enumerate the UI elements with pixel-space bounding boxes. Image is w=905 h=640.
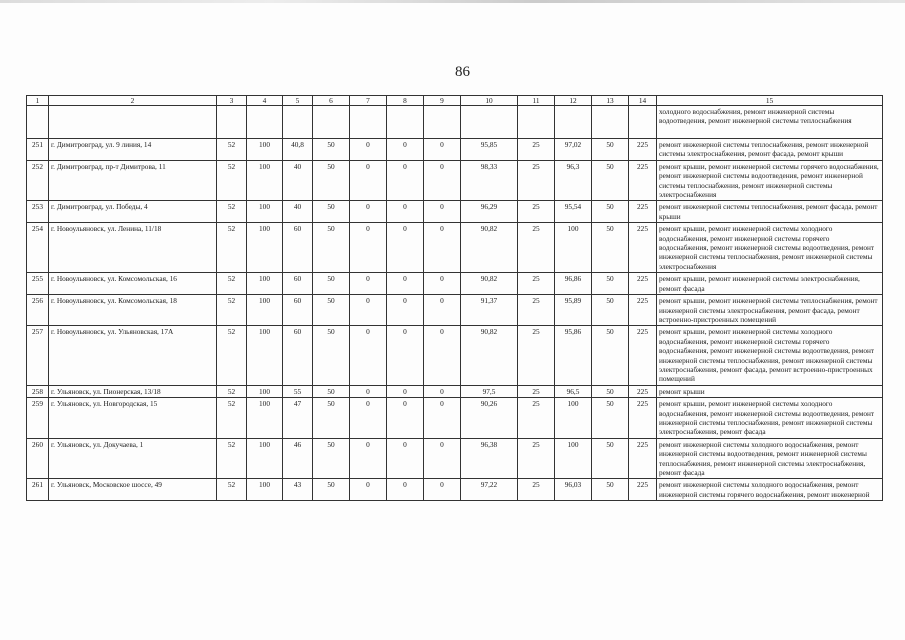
value-cell: 46	[283, 438, 313, 479]
address-cell: г. Ульяновск, ул. Новгородская, 15	[49, 398, 217, 439]
value-cell: 52	[217, 479, 247, 501]
row-number: 251	[27, 139, 49, 161]
value-cell: 0	[387, 398, 424, 439]
value-cell: 50	[592, 273, 629, 295]
value-cell: 0	[424, 273, 461, 295]
value-cell: 96,3	[555, 160, 592, 201]
value-cell: 100	[247, 295, 283, 326]
value-cell: 100	[247, 438, 283, 479]
value-cell: 50	[592, 139, 629, 161]
value-cell: 225	[629, 223, 657, 273]
value-cell: 50	[592, 223, 629, 273]
value-cell: 96,03	[555, 479, 592, 501]
value-cell: 50	[313, 223, 350, 273]
value-cell: 50	[592, 398, 629, 439]
value-cell: 0	[387, 139, 424, 161]
value-cell: 60	[283, 326, 313, 385]
register-table	[26, 95, 883, 501]
value-cell: 225	[629, 479, 657, 501]
value-cell: 0	[424, 223, 461, 273]
value-cell: 100	[247, 201, 283, 223]
row-number: 254	[27, 223, 49, 273]
header-cell: 13	[592, 96, 629, 106]
value-cell: 97,02	[555, 139, 592, 161]
value-cell: 225	[629, 273, 657, 295]
value-cell: 0	[424, 479, 461, 501]
value-cell: 25	[518, 223, 555, 273]
value-cell: 52	[217, 139, 247, 161]
value-cell: 0	[350, 385, 387, 397]
value-cell: 100	[555, 438, 592, 479]
value-cell: 90,82	[461, 223, 518, 273]
works-cell: ремонт инженерной системы холодного водоснабжения, ремонт инженерной системы водоотведения, ремонт инженерной системы теплоснабжения, ремонт инженерной системы электроснабжения, ремонт фасада	[657, 438, 883, 479]
value-cell: 0	[350, 273, 387, 295]
table-row	[27, 438, 883, 479]
value-cell: 50	[313, 438, 350, 479]
value-cell: 95,89	[555, 295, 592, 326]
value-cell: 98,33	[461, 160, 518, 201]
value-cell: 0	[424, 385, 461, 397]
value-cell: 50	[592, 160, 629, 201]
address-cell: г. Новоульяновск, ул. Ульяновская, 17А	[49, 326, 217, 385]
value-cell: 100	[247, 139, 283, 161]
works-cell: ремонт крыши	[657, 385, 883, 397]
header-cell: 9	[424, 96, 461, 106]
address-cell: г. Димитровград, ул. 9 линия, 14	[49, 139, 217, 161]
table-row	[27, 326, 883, 385]
header-cell: 5	[283, 96, 313, 106]
value-cell: 52	[217, 223, 247, 273]
value-cell: 100	[247, 398, 283, 439]
value-cell: 50	[592, 295, 629, 326]
value-cell: 0	[424, 160, 461, 201]
value-cell: 60	[283, 273, 313, 295]
value-cell: 0	[350, 139, 387, 161]
value-cell: 50	[313, 160, 350, 201]
value-cell: 25	[518, 385, 555, 397]
value-cell: 0	[387, 295, 424, 326]
works-cell: холодного водоснабжения, ремонт инженерной системы водоотведения, ремонт инженерной системы теплоснабжения	[657, 106, 883, 139]
value-cell: 100	[247, 479, 283, 501]
value-cell: 0	[387, 479, 424, 501]
value-cell: 0	[424, 295, 461, 326]
value-cell: 100	[247, 326, 283, 385]
value-cell: 225	[629, 139, 657, 161]
value-cell: 0	[350, 438, 387, 479]
row-number: 257	[27, 326, 49, 385]
continuation-row	[27, 106, 883, 139]
address-cell: г. Новоульяновск, ул. Ленина, 11/18	[49, 223, 217, 273]
value-cell: 47	[283, 398, 313, 439]
value-cell: 25	[518, 139, 555, 161]
value-cell: 96,38	[461, 438, 518, 479]
value-cell: 52	[217, 160, 247, 201]
header-cell: 12	[555, 96, 592, 106]
value-cell: 0	[387, 160, 424, 201]
value-cell: 52	[217, 295, 247, 326]
value-cell: 50	[313, 201, 350, 223]
value-cell: 90,82	[461, 273, 518, 295]
value-cell: 0	[387, 201, 424, 223]
value-cell: 225	[629, 326, 657, 385]
header-cell: 7	[350, 96, 387, 106]
value-cell: 40,8	[283, 139, 313, 161]
value-cell: 97,22	[461, 479, 518, 501]
value-cell: 0	[350, 398, 387, 439]
header-cell: 1	[27, 96, 49, 106]
value-cell: 25	[518, 326, 555, 385]
value-cell: 225	[629, 438, 657, 479]
header-cell: 2	[49, 96, 217, 106]
works-cell: ремонт крыши, ремонт инженерной системы теплоснабжения, ремонт инженерной системы электроснабжения, ремонт фасада, ремонт встроенно-пристроенных помещений	[657, 295, 883, 326]
value-cell: 100	[247, 223, 283, 273]
value-cell: 95,86	[555, 326, 592, 385]
value-cell: 50	[313, 326, 350, 385]
header-cell: 4	[247, 96, 283, 106]
value-cell: 0	[387, 326, 424, 385]
value-cell: 0	[387, 223, 424, 273]
address-cell: г. Ульяновск, Московское шоссе, 49	[49, 479, 217, 501]
works-cell: ремонт крыши, ремонт инженерной системы горячего водоснабжения, ремонт инженерной системы водоотведения, ремонт инженерной системы теплоснабжения, ремонт инженерной системы электроснабжения	[657, 160, 883, 201]
works-cell: ремонт инженерной системы теплоснабжения, ремонт инженерной системы электроснабжения, ремонт фасада, ремонт крыши	[657, 139, 883, 161]
table-row	[27, 398, 883, 439]
value-cell: 50	[592, 438, 629, 479]
header-cell: 11	[518, 96, 555, 106]
value-cell: 50	[313, 139, 350, 161]
header-cell: 15	[657, 96, 883, 106]
value-cell: 50	[313, 385, 350, 397]
header-cell: 6	[313, 96, 350, 106]
value-cell: 25	[518, 438, 555, 479]
value-cell: 25	[518, 273, 555, 295]
value-cell: 225	[629, 201, 657, 223]
value-cell: 225	[629, 160, 657, 201]
value-cell: 40	[283, 160, 313, 201]
row-number: 256	[27, 295, 49, 326]
value-cell: 50	[313, 479, 350, 501]
value-cell: 50	[313, 398, 350, 439]
value-cell: 100	[247, 273, 283, 295]
value-cell: 25	[518, 201, 555, 223]
value-cell: 95,54	[555, 201, 592, 223]
works-cell: ремонт инженерной системы теплоснабжения, ремонт фасада, ремонт крыши	[657, 201, 883, 223]
value-cell: 52	[217, 385, 247, 397]
address-cell: г. Ульяновск, ул. Пионерская, 13/18	[49, 385, 217, 397]
header-cell: 14	[629, 96, 657, 106]
table-row	[27, 160, 883, 201]
header-cell: 8	[387, 96, 424, 106]
value-cell: 52	[217, 326, 247, 385]
table-row	[27, 385, 883, 397]
value-cell: 0	[350, 479, 387, 501]
value-cell: 0	[350, 223, 387, 273]
row-number: 260	[27, 438, 49, 479]
value-cell: 96,29	[461, 201, 518, 223]
works-cell: ремонт крыши, ремонт инженерной системы холодного водоснабжения, ремонт инженерной системы водоотведения, ремонт инженерной системы теплоснабжения, ремонт инженерной системы электроснабжения, ремонт фасада	[657, 398, 883, 439]
value-cell: 90,82	[461, 326, 518, 385]
value-cell: 43	[283, 479, 313, 501]
value-cell: 25	[518, 160, 555, 201]
value-cell: 95,85	[461, 139, 518, 161]
address-cell: г. Димитровград, пр-т Димитрова, 11	[49, 160, 217, 201]
table-row	[27, 139, 883, 161]
value-cell: 0	[424, 139, 461, 161]
address-cell: г. Ульяновск, ул. Докучаева, 1	[49, 438, 217, 479]
value-cell: 40	[283, 201, 313, 223]
table-row	[27, 273, 883, 295]
value-cell: 90,26	[461, 398, 518, 439]
value-cell: 225	[629, 385, 657, 397]
value-cell: 52	[217, 398, 247, 439]
value-cell: 225	[629, 295, 657, 326]
page-number: 86	[455, 64, 470, 80]
value-cell: 50	[592, 201, 629, 223]
value-cell: 100	[555, 223, 592, 273]
row-number: 259	[27, 398, 49, 439]
value-cell: 100	[247, 160, 283, 201]
value-cell: 52	[217, 273, 247, 295]
value-cell: 50	[313, 273, 350, 295]
header-cell: 3	[217, 96, 247, 106]
table-row	[27, 295, 883, 326]
value-cell: 96,86	[555, 273, 592, 295]
address-cell: г. Димитровград, ул. Победы, 4	[49, 201, 217, 223]
header-cell: 10	[461, 96, 518, 106]
value-cell: 0	[424, 438, 461, 479]
value-cell: 0	[387, 438, 424, 479]
value-cell: 52	[217, 438, 247, 479]
value-cell: 0	[350, 201, 387, 223]
value-cell: 91,37	[461, 295, 518, 326]
value-cell: 50	[592, 326, 629, 385]
address-cell: г. Новоульяновск, ул. Комсомольская, 18	[49, 295, 217, 326]
value-cell: 50	[592, 479, 629, 501]
value-cell: 25	[518, 398, 555, 439]
table-row	[27, 479, 883, 501]
value-cell: 0	[350, 160, 387, 201]
value-cell: 0	[387, 273, 424, 295]
row-number: 253	[27, 201, 49, 223]
table-row	[27, 223, 883, 273]
value-cell: 25	[518, 479, 555, 501]
address-cell: г. Новоульяновск, ул. Комсомольская, 16	[49, 273, 217, 295]
works-cell: ремонт крыши, ремонт инженерной системы холодного водоснабжения, ремонт инженерной системы горячего водоснабжения, ремонт инженерной системы водоотведения, ремонт инженерной системы теплоснабжения, ремонт инженерной системы электроснабжения	[657, 223, 883, 273]
value-cell: 52	[217, 201, 247, 223]
value-cell: 0	[350, 295, 387, 326]
value-cell: 0	[424, 398, 461, 439]
row-number: 255	[27, 273, 49, 295]
value-cell: 0	[350, 326, 387, 385]
row-number: 252	[27, 160, 49, 201]
value-cell: 50	[592, 385, 629, 397]
works-cell: ремонт инженерной системы холодного водоснабжения, ремонт инженерной системы горячего водоснабжения, ремонт инженерной	[657, 479, 883, 501]
value-cell: 225	[629, 398, 657, 439]
scan-edge-artifact	[0, 0, 905, 3]
row-number: 258	[27, 385, 49, 397]
value-cell: 60	[283, 295, 313, 326]
works-cell: ремонт крыши, ремонт инженерной системы холодного водоснабжения, ремонт инженерной системы горячего водоснабжения, ремонт инженерной системы водоотведения, ремонт инженерной системы теплоснабжения, ремонт инженерной системы электроснабжения, ремонт фасада, ремонт встроенно-пристроенных помещений	[657, 326, 883, 385]
value-cell: 100	[555, 398, 592, 439]
value-cell: 97,5	[461, 385, 518, 397]
value-cell: 50	[313, 295, 350, 326]
value-cell: 60	[283, 223, 313, 273]
value-cell: 55	[283, 385, 313, 397]
row-number: 261	[27, 479, 49, 501]
value-cell: 0	[424, 201, 461, 223]
table-row	[27, 201, 883, 223]
value-cell: 96,5	[555, 385, 592, 397]
value-cell: 25	[518, 295, 555, 326]
works-cell: ремонт крыши, ремонт инженерной системы электроснабжения, ремонт фасада	[657, 273, 883, 295]
value-cell: 0	[424, 326, 461, 385]
value-cell: 100	[247, 385, 283, 397]
value-cell: 0	[387, 385, 424, 397]
header-row	[27, 96, 883, 106]
